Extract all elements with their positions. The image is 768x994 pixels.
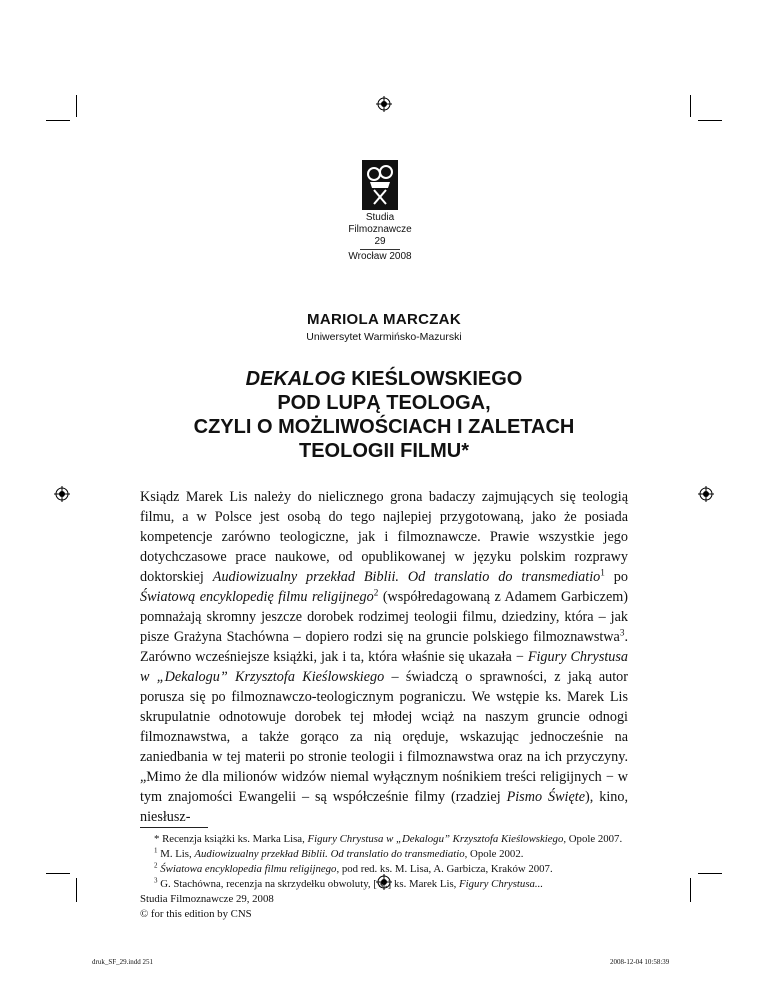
body-run: – świadczą o sprawności, z jaką autor porusza się po filmoznawczo-teologicznym pograniczu. We wstępie ks. Marek Lis skrupulatnie odnotowuje dorobek tej młodej wciąż na naszym gruncie odnogi filmoznawstwa, a także gorąco za nią oręduje, wskazując jednocześnie na zaniedbania w tej materii po stronie teologii i filmoznawstwa oraz na ich przyczyny. „Mimo że dla milionów widzów niemal wyłącznym nośnikiem treści religijnych − w tym znajomości Ewangelii – są współcześnie filmy (rzadziej: [140, 669, 628, 805]
crop-mark-icon: [690, 878, 691, 902]
footnote-run: , Opole 2002.: [464, 848, 524, 860]
crop-mark-icon: [46, 873, 70, 874]
footnote-title: Światowa encyklopedia filmu religijnego: [160, 863, 337, 875]
footnote-ref: 3: [619, 627, 625, 638]
journal-name-line2: Filmoznawcze: [348, 224, 412, 235]
footnote-run: G. Stachówna, recenzja na skrzydełku obwoluty, [w:] ks. Marek Lis,: [157, 878, 460, 890]
registration-mark-icon: [698, 486, 714, 502]
author-name: MARIOLA MARCZAK: [307, 311, 461, 328]
footnote-star: [140, 832, 628, 847]
footnote-title: Audiowizualny przekład Biblii. Od translatio do transmediatio: [194, 848, 465, 860]
journal-rule: [360, 249, 400, 250]
footnote-run: M. Lis,: [157, 848, 195, 860]
footnotes: [140, 832, 628, 892]
crop-mark-icon: [76, 878, 77, 902]
copyright-credit: [140, 892, 274, 922]
footnote-ref: 2: [373, 587, 379, 598]
body-run: Ksiądz Marek Lis należy do nielicznego grona badaczy zajmujących się teologią filmu, a w Polsce jest osobą do tego najlepiej przygotowaną, jako że posiada kompetencje zarówno teologiczne, jak i filmoznawcze. Prawie wszystkie jego dotychczasowe prace naukowe, od opublikowanej w języku polskim rozprawy doktorskiej: [140, 489, 628, 585]
title-line-1: [120, 367, 648, 391]
crop-mark-icon: [690, 95, 691, 117]
author-affiliation: Uniwersytet Warmińsko-Mazurski: [306, 331, 462, 343]
registration-mark-icon: [376, 96, 392, 112]
body-run: ), kino, niesłusz-: [140, 789, 628, 825]
body-run: (współredagowaną z Adamem Garbiczem) pomnażają skromny jeszcze dorobek rodzimej teologii filmu, dziedziny, która – jak pisze Grażyna Stachówna – dopiero rodzi się na gruncie polskiego filmoznawstwa: [140, 589, 628, 645]
title-line-4: TEOLOGII FILMU*: [299, 440, 469, 462]
crop-mark-icon: [698, 120, 722, 121]
slug-filename: druk_SF_29.indd 251: [92, 958, 154, 966]
crop-mark-icon: [46, 120, 70, 121]
title-line-2: POD LUPĄ TEOLOGA,: [277, 392, 491, 414]
footnote-title: Figury Chrystusa...: [459, 878, 544, 890]
film-reel-logo-icon: [362, 160, 398, 210]
journal-info: [300, 212, 460, 263]
book-title: Audiowizualny przekład Biblii. Od translatio do transmediatio: [212, 569, 601, 585]
crop-mark-icon: [76, 95, 77, 117]
title-line-3: CZYLI O MOŻLIWOŚCIACH I ZALETACH: [193, 416, 575, 438]
book-title: Figury Chrystusa w „Dekalogu” Krzysztofa Kieślowskiego: [140, 649, 628, 685]
title-line1-rest: KIEŚLOWSKIEGO: [345, 368, 523, 390]
footnote-3: [140, 877, 628, 892]
body-text: [140, 487, 628, 827]
footnote-separator: [140, 827, 208, 828]
slug-datetime: 2008-12-04 10:58:39: [610, 958, 670, 966]
journal-place-year: Wrocław 2008: [348, 251, 412, 262]
journal-number: 29: [374, 236, 386, 247]
credit-line-2: © for this edition by CNS: [140, 908, 252, 920]
footnote-1: [140, 847, 628, 862]
body-run: po: [604, 569, 628, 585]
footnote-ref: 1: [600, 567, 605, 578]
footnote-number: 1: [154, 846, 158, 855]
footnote-number: 2: [154, 861, 158, 870]
article-title: [120, 367, 648, 463]
body-paragraph: [140, 487, 628, 827]
footnote-title: Figury Chrystusa w „Dekalogu” Krzysztofa Kieślowskiego,: [307, 833, 567, 845]
book-title: Pismo Święte: [506, 789, 586, 805]
journal-name-line1: Studia: [365, 212, 395, 223]
footnote-run: * Recenzja książki ks. Marka Lisa,: [154, 833, 308, 845]
crop-mark-icon: [698, 873, 722, 874]
footnote-run: Opole 2007.: [566, 833, 623, 845]
registration-mark-icon: [54, 486, 70, 502]
credit-line-1: Studia Filmoznawcze 29, 2008: [140, 893, 274, 905]
footnote-2: [140, 862, 628, 877]
footnote-run: , pod red. ks. M. Lisa, A. Garbicza, Kraków 2007.: [336, 863, 553, 875]
body-run: . Zarówno wcześniejsze książki, jak i ta, która właśnie się ukazała −: [140, 629, 628, 665]
title-italic-word: DEKALOG: [245, 368, 346, 390]
footnote-number: 3: [154, 876, 158, 885]
book-title: Światową encyklopedię filmu religijnego: [140, 589, 374, 605]
